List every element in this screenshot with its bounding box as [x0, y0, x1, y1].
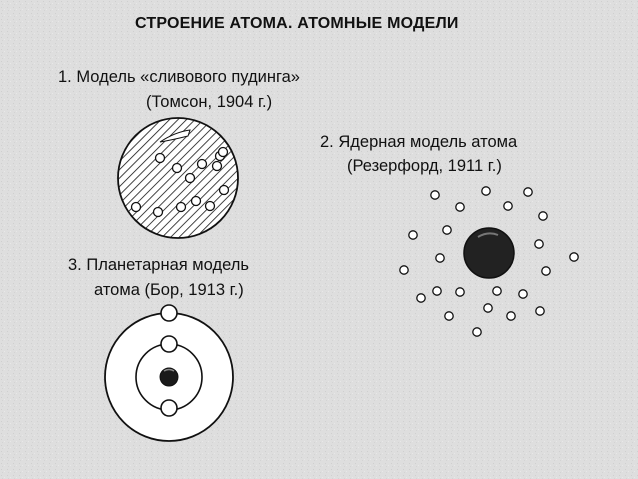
electron: [173, 164, 182, 173]
electron: [186, 174, 195, 183]
nucleus: [464, 228, 514, 278]
electron: [539, 212, 547, 220]
electron: [570, 253, 578, 261]
electron: [482, 187, 490, 195]
electron: [417, 294, 425, 302]
electron: [473, 328, 481, 336]
electron: [400, 266, 408, 274]
electron: [132, 203, 141, 212]
electron: [507, 312, 515, 320]
plum-pudding-model: [118, 118, 238, 238]
electron: [192, 197, 201, 206]
electron: [456, 288, 464, 296]
electron: [524, 188, 532, 196]
electron: [154, 208, 163, 217]
nuclear-model: [400, 187, 578, 336]
inner-orbit-electron: [161, 400, 177, 416]
electron: [433, 287, 441, 295]
model-1-caption-line-1: 1. Модель «сливового пудинга»: [58, 68, 300, 86]
model-3-caption-line-1: 3. Планетарная модель: [68, 256, 249, 274]
inner-orbit-electron: [161, 336, 177, 352]
model-2-caption-line-1: 2. Ядерная модель атома: [320, 133, 518, 151]
electron: [535, 240, 543, 248]
electron: [445, 312, 453, 320]
electron: [436, 254, 444, 262]
electron: [177, 203, 186, 212]
planetary-model: [105, 305, 233, 441]
model-3-caption-line-2: атома (Бор, 1913 г.): [94, 281, 244, 299]
electron: [484, 304, 492, 312]
electron: [519, 290, 527, 298]
electron: [431, 191, 439, 199]
electron: [493, 287, 501, 295]
electron: [220, 186, 229, 195]
electron: [206, 202, 215, 211]
electron: [409, 231, 417, 239]
page-title: СТРОЕНИЕ АТОМА. АТОМНЫЕ МОДЕЛИ: [135, 15, 459, 32]
electron: [504, 202, 512, 210]
electron: [198, 160, 207, 169]
electron: [456, 203, 464, 211]
electron: [536, 307, 544, 315]
model-1-caption-line-2: (Томсон, 1904 г.): [146, 93, 273, 111]
bohr-nucleus: [160, 368, 178, 386]
outer-orbit-electron: [161, 305, 177, 321]
electron: [213, 162, 222, 171]
electron: [443, 226, 451, 234]
electron: [156, 154, 165, 163]
electron: [219, 148, 228, 157]
electron: [542, 267, 550, 275]
model-2-caption-line-2: (Резерфорд, 1911 г.): [347, 157, 502, 175]
